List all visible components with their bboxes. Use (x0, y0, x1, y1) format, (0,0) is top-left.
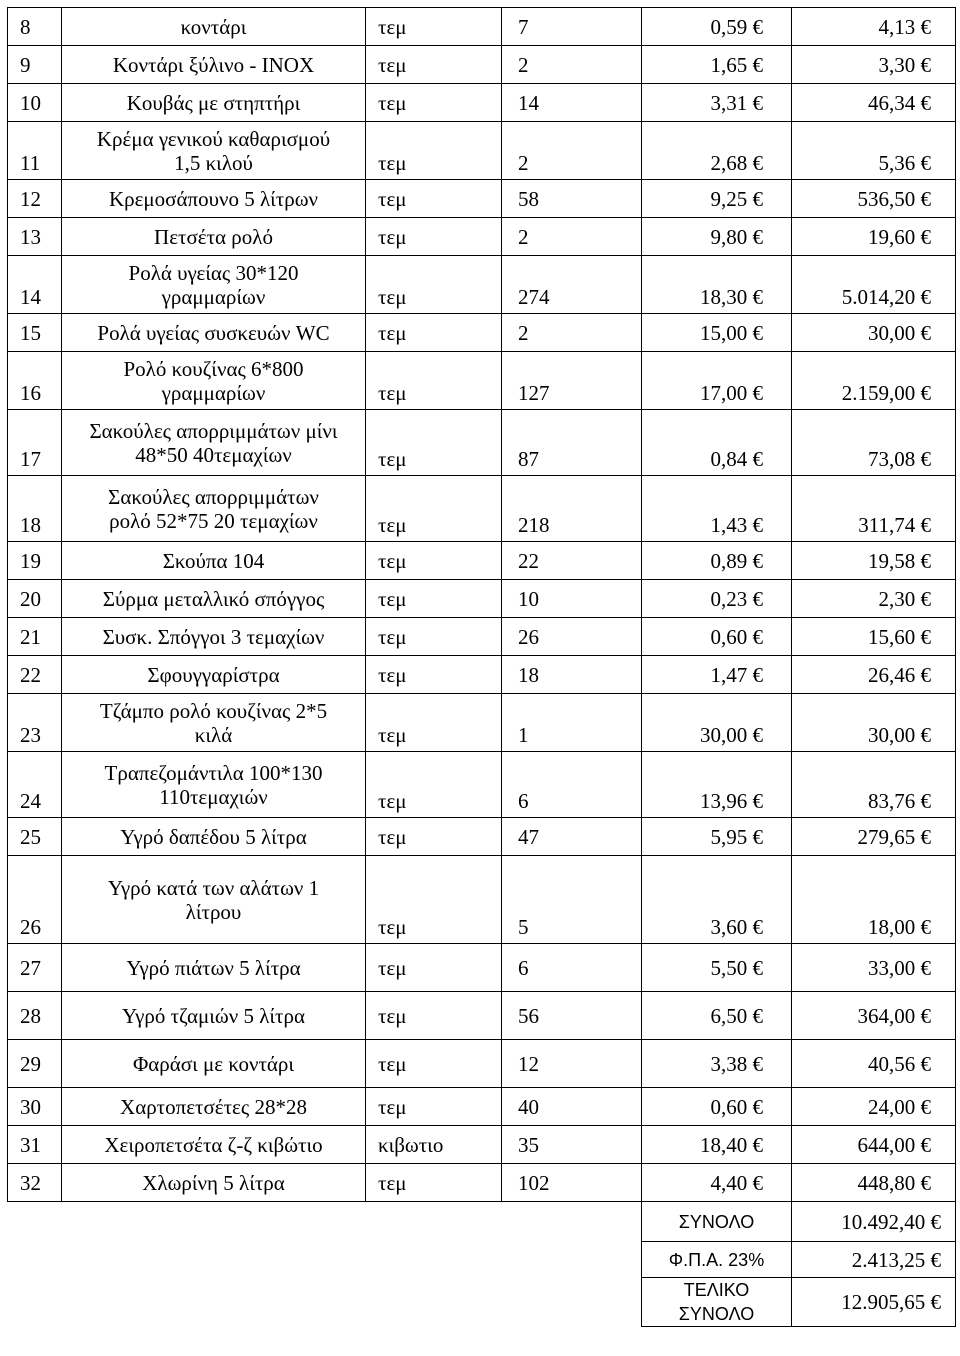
table-row (8, 218, 956, 256)
description-line: Πετσέτα ρολό (154, 224, 273, 249)
table-row (8, 694, 956, 752)
quantity-cell: 6 (502, 944, 642, 992)
description-line: 1,5 κιλού (174, 150, 253, 175)
quantity-cell: 127 (502, 352, 642, 410)
summary-row (8, 1278, 956, 1327)
table-row (8, 8, 956, 46)
line-total-cell: 448,80 € (792, 1164, 956, 1202)
description-line: 110τεμαχιών (159, 784, 268, 809)
unit-price-cell: 4,40 € (642, 1164, 792, 1202)
unit-price-cell: 0,89 € (642, 542, 792, 580)
quantity-cell: 10 (502, 580, 642, 618)
table-row (8, 1088, 956, 1126)
line-total-cell: 26,46 € (792, 656, 956, 694)
unit-price-cell: 0,60 € (642, 618, 792, 656)
table-row (8, 84, 956, 122)
item-description (62, 656, 366, 694)
table-row (8, 580, 956, 618)
line-total-cell: 40,56 € (792, 1040, 956, 1088)
unit-cell: τεμ (366, 1088, 502, 1126)
description-line: Σύρμα μεταλλικό σπόγγος (102, 586, 325, 611)
description-line: Κοντάρι ξύλινο - INOX (112, 52, 315, 77)
unit-price-cell: 3,38 € (642, 1040, 792, 1088)
quantity-cell: 12 (502, 1040, 642, 1088)
line-total-cell: 2.159,00 € (792, 352, 956, 410)
unit-cell: τεμ (366, 656, 502, 694)
row-number: 21 (8, 618, 62, 656)
description-line: Χλωρίνη 5 λίτρα (142, 1170, 285, 1195)
line-total-cell: 83,76 € (792, 752, 956, 818)
unit-cell: τεμ (366, 944, 502, 992)
unit-price-cell: 5,95 € (642, 818, 792, 856)
table-row (8, 818, 956, 856)
item-description (62, 352, 366, 410)
item-description (62, 476, 366, 542)
table-row (8, 46, 956, 84)
item-description (62, 1040, 366, 1088)
description-line: Χαρτοπετσέτες 28*28 (120, 1094, 307, 1119)
summary-spacer (8, 1242, 642, 1278)
table-row (8, 856, 956, 944)
unit-price-cell: 18,40 € (642, 1126, 792, 1164)
unit-price-cell: 3,31 € (642, 84, 792, 122)
quantity-cell: 22 (502, 542, 642, 580)
unit-price-cell: 15,00 € (642, 314, 792, 352)
row-number: 9 (8, 46, 62, 84)
unit-cell: τεμ (366, 314, 502, 352)
line-total-cell: 19,58 € (792, 542, 956, 580)
unit-cell: τεμ (366, 1164, 502, 1202)
item-description (62, 580, 366, 618)
description-line: Τζάμπο ρολό κουζίνας 2*5 (99, 698, 328, 723)
quantity-cell: 274 (502, 256, 642, 314)
item-description (62, 1088, 366, 1126)
line-total-cell: 15,60 € (792, 618, 956, 656)
item-description (62, 856, 366, 944)
table-row (8, 1126, 956, 1164)
description-line: Υγρό πιάτων 5 λίτρα (126, 955, 301, 980)
summary-label: ΤΕΛΙΚΟ ΣΥΝΟΛΟ (642, 1278, 792, 1327)
summary-row (8, 1202, 956, 1242)
row-number: 26 (8, 856, 62, 944)
table-row (8, 1164, 956, 1202)
table-row (8, 618, 956, 656)
row-number: 25 (8, 818, 62, 856)
line-total-cell: 644,00 € (792, 1126, 956, 1164)
quantity-cell: 87 (502, 410, 642, 476)
table-row (8, 352, 956, 410)
row-number: 24 (8, 752, 62, 818)
row-number: 29 (8, 1040, 62, 1088)
line-total-cell: 24,00 € (792, 1088, 956, 1126)
item-description (62, 1126, 366, 1164)
unit-price-cell: 18,30 € (642, 256, 792, 314)
line-total-cell: 3,30 € (792, 46, 956, 84)
unit-cell: τεμ (366, 542, 502, 580)
line-total-cell: 46,34 € (792, 84, 956, 122)
unit-price-cell: 0,60 € (642, 1088, 792, 1126)
row-number: 14 (8, 256, 62, 314)
table-row (8, 410, 956, 476)
unit-cell: τεμ (366, 992, 502, 1040)
unit-cell: τεμ (366, 410, 502, 476)
row-number: 13 (8, 218, 62, 256)
unit-price-cell: 13,96 € (642, 752, 792, 818)
summary-spacer (8, 1278, 642, 1327)
unit-price-cell: 1,65 € (642, 46, 792, 84)
row-number: 23 (8, 694, 62, 752)
line-total-cell: 5,36 € (792, 122, 956, 180)
summary-row (8, 1242, 956, 1278)
description-line: κοντάρι (180, 14, 247, 39)
unit-price-cell: 5,50 € (642, 944, 792, 992)
quantity-cell: 2 (502, 46, 642, 84)
line-total-cell: 311,74 € (792, 476, 956, 542)
description-line: Κρεμοσάπουνο 5 λίτρων (108, 186, 319, 211)
table-row (8, 752, 956, 818)
row-number: 30 (8, 1088, 62, 1126)
quantity-cell: 26 (502, 618, 642, 656)
table-row (8, 992, 956, 1040)
description-line: Συσκ. Σπόγγοι 3 τεμαχίων (102, 624, 325, 649)
description-line: Ρολά υγείας συσκευών WC (97, 320, 330, 345)
row-number: 16 (8, 352, 62, 410)
unit-cell: τεμ (366, 818, 502, 856)
description-line: Κρέμα γενικού καθαρισμού (96, 126, 331, 151)
table-row (8, 314, 956, 352)
unit-cell: κιβωτιο (366, 1126, 502, 1164)
description-line: 48*50 40τεμαχίων (135, 442, 292, 467)
unit-cell: τεμ (366, 752, 502, 818)
unit-cell: τεμ (366, 256, 502, 314)
description-line: Σφουγγαρίστρα (147, 662, 280, 687)
row-number: 17 (8, 410, 62, 476)
line-total-cell: 30,00 € (792, 694, 956, 752)
line-total-cell: 536,50 € (792, 180, 956, 218)
row-number: 15 (8, 314, 62, 352)
unit-cell: τεμ (366, 694, 502, 752)
line-total-cell: 19,60 € (792, 218, 956, 256)
description-line: γραμμαρίων (161, 380, 266, 405)
unit-price-cell: 0,84 € (642, 410, 792, 476)
unit-price-cell: 2,68 € (642, 122, 792, 180)
item-description (62, 256, 366, 314)
unit-cell: τεμ (366, 84, 502, 122)
quantity-cell: 218 (502, 476, 642, 542)
unit-cell: τεμ (366, 180, 502, 218)
item-description (62, 542, 366, 580)
price-table (7, 7, 956, 1327)
row-number: 27 (8, 944, 62, 992)
unit-price-cell: 9,25 € (642, 180, 792, 218)
summary-value: 10.492,40 € (792, 1202, 956, 1242)
description-line: Σακούλες απορριμμάτων μίνι (89, 418, 338, 443)
row-number: 11 (8, 122, 62, 180)
item-description (62, 46, 366, 84)
table-row (8, 476, 956, 542)
row-number: 20 (8, 580, 62, 618)
unit-cell: τεμ (366, 8, 502, 46)
row-number: 32 (8, 1164, 62, 1202)
description-line: Χειροπετσέτα ζ-ζ κιβώτιο (104, 1132, 323, 1157)
unit-price-cell: 0,59 € (642, 8, 792, 46)
item-description (62, 618, 366, 656)
quantity-cell: 18 (502, 656, 642, 694)
description-line: Υγρό δαπέδου 5 λίτρα (120, 824, 307, 849)
row-number: 19 (8, 542, 62, 580)
item-description (62, 752, 366, 818)
line-total-cell: 4,13 € (792, 8, 956, 46)
summary-value: 2.413,25 € (792, 1242, 956, 1278)
item-description (62, 1164, 366, 1202)
item-description (62, 992, 366, 1040)
unit-cell: τεμ (366, 122, 502, 180)
item-description (62, 84, 366, 122)
unit-price-cell: 6,50 € (642, 992, 792, 1040)
item-description (62, 694, 366, 752)
description-line: Φαράσι με κοντάρι (132, 1051, 295, 1076)
summary-value: 12.905,65 € (792, 1278, 956, 1327)
row-number: 31 (8, 1126, 62, 1164)
unit-cell: τεμ (366, 580, 502, 618)
quantity-cell: 2 (502, 314, 642, 352)
table-body (8, 8, 956, 1327)
unit-price-cell: 1,47 € (642, 656, 792, 694)
line-total-cell: 33,00 € (792, 944, 956, 992)
table-row (8, 944, 956, 992)
row-number: 8 (8, 8, 62, 46)
description-line: Σκούπα 104 (162, 548, 265, 573)
description-line: Ρολά υγείας 30*120 (128, 260, 299, 285)
quantity-cell: 40 (502, 1088, 642, 1126)
unit-cell: τεμ (366, 218, 502, 256)
item-description (62, 8, 366, 46)
row-number: 10 (8, 84, 62, 122)
summary-label: ΣΥΝΟΛΟ (642, 1202, 792, 1242)
description-line: Ρολό κουζίνας 6*800 (123, 356, 304, 381)
unit-price-cell: 9,80 € (642, 218, 792, 256)
unit-price-cell: 0,23 € (642, 580, 792, 618)
table-row (8, 656, 956, 694)
description-line: Τραπεζομάντιλα 100*130 (104, 760, 323, 785)
unit-price-cell: 3,60 € (642, 856, 792, 944)
unit-cell: τεμ (366, 618, 502, 656)
line-total-cell: 18,00 € (792, 856, 956, 944)
row-number: 28 (8, 992, 62, 1040)
description-line: Υγρό κατά των αλάτων 1 (107, 875, 320, 900)
quantity-cell: 56 (502, 992, 642, 1040)
description-line: Υγρό τζαμιών 5 λίτρα (122, 1003, 305, 1028)
quantity-cell: 102 (502, 1164, 642, 1202)
unit-cell: τεμ (366, 352, 502, 410)
description-line: κιλά (194, 722, 233, 747)
description-line: γραμμαρίων (161, 284, 266, 309)
table-row (8, 542, 956, 580)
unit-cell: τεμ (366, 46, 502, 84)
summary-label: Φ.Π.Α. 23% (642, 1242, 792, 1278)
line-total-cell: 364,00 € (792, 992, 956, 1040)
line-total-cell: 279,65 € (792, 818, 956, 856)
description-line: Σακούλες απορριμμάτων (108, 484, 319, 509)
line-total-cell: 30,00 € (792, 314, 956, 352)
row-number: 12 (8, 180, 62, 218)
table-row (8, 256, 956, 314)
item-description (62, 180, 366, 218)
quantity-cell: 2 (502, 218, 642, 256)
item-description (62, 218, 366, 256)
quantity-cell: 47 (502, 818, 642, 856)
row-number: 18 (8, 476, 62, 542)
table-row (8, 180, 956, 218)
table-row (8, 122, 956, 180)
item-description (62, 410, 366, 476)
quantity-cell: 58 (502, 180, 642, 218)
item-description (62, 944, 366, 992)
quantity-cell: 35 (502, 1126, 642, 1164)
description-line: λίτρου (185, 899, 242, 924)
row-number: 22 (8, 656, 62, 694)
item-description (62, 818, 366, 856)
quantity-cell: 1 (502, 694, 642, 752)
unit-price-cell: 30,00 € (642, 694, 792, 752)
quantity-cell: 2 (502, 122, 642, 180)
line-total-cell: 5.014,20 € (792, 256, 956, 314)
quantity-cell: 6 (502, 752, 642, 818)
summary-spacer (8, 1202, 642, 1242)
unit-price-cell: 17,00 € (642, 352, 792, 410)
quantity-cell: 14 (502, 84, 642, 122)
quantity-cell: 7 (502, 8, 642, 46)
line-total-cell: 2,30 € (792, 580, 956, 618)
unit-cell: τεμ (366, 476, 502, 542)
quantity-cell: 5 (502, 856, 642, 944)
unit-price-cell: 1,43 € (642, 476, 792, 542)
item-description (62, 122, 366, 180)
description-line: ρολό 52*75 20 τεμαχίων (109, 508, 318, 533)
line-total-cell: 73,08 € (792, 410, 956, 476)
description-line: Κουβάς με στηπτήρι (126, 90, 301, 115)
unit-cell: τεμ (366, 856, 502, 944)
unit-cell: τεμ (366, 1040, 502, 1088)
table-row (8, 1040, 956, 1088)
item-description (62, 314, 366, 352)
